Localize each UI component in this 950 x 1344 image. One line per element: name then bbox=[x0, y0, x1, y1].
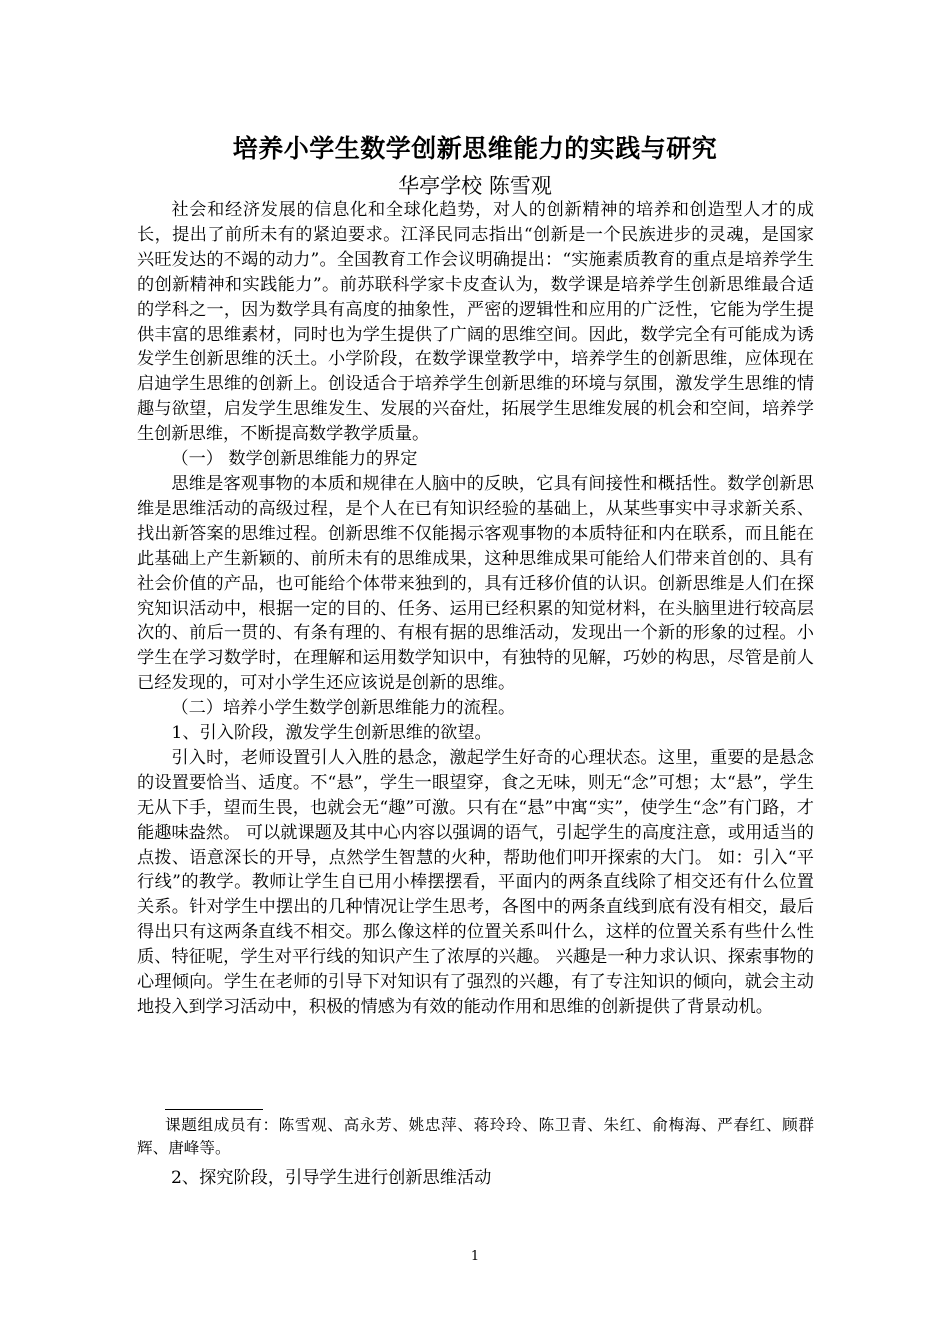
section-heading-2: （二）培养小学生数学创新思维能力的流程。 bbox=[171, 698, 516, 719]
definition-paragraph: 思维是客观事物的本质和规律在人脑中的反映，它具有间接性和概括性。数学创新思维是思维活动的高级过程，是个人在已有知识经验的基础上，从某些事实中寻求新关系、找出新答案的思维过程。创新思维不仅能揭示客观事物的本质特征和内在联系，而且能在此基础上产生新颖的、前所未有的思维成果，这种思维成果可能给人们带来首创的、具有社会价值的产品，也可能给个体带来独到的，具有迁移价值的认识。创新思维是人们在探究知识活动中，根据一定的目的、任务、运用已经积累的知觉材料，在头脑里进行较高层次的、前后一贯的、有条有理的、有根有据的思维活动，发现出一个新的形象的过程。小学生在学习数学时，在理解和运用数学知识中，有独特的见解，巧妙的构思，尽管是前人已经发现的，可对小学生还应该说是创新的思维。 bbox=[137, 473, 814, 694]
subsection-heading-2: 2、探究阶段，引导学生进行创新思维活动 bbox=[171, 1168, 492, 1188]
introduction-stage-paragraph: 引入时，老师设置引人入胜的悬念，激起学生好奇的心理状态。这里，重要的是悬念的设置要恰当、适度。不“悬”，学生一眼望穿，食之无味，则无“念”可想；太“悬”，学生无从下手，望而生畏，也就会无“趣”可激。只有在“悬”中寓“实”，使学生“念”有门路，才能趣味盎然。 可以就课题及其中心内容以强调的语气，引起学生的高度注意，或用适当的点拨、语意深长的开导，点然学生智慧的火种，帮助他们叩开探索的大门。 如：引入“平行线”的教学。教师让学生自已用小棒摆摆看，平面内的两条直线除了相交还有什么位置关系。针对学生中摆出的几种情况让学生思考，各图中的两条直线到底有没有相交，最后得出只有这两条直线不相交。那么像这样的位置关系叫什么，这样的位置关系有些什么性质、特征呢，学生对平行线的知识产生了浓厚的兴趣。 兴趣是一种力求认识、探索事物的心理倾向。学生在老师的引导下对知识有了强烈的兴趣，有了专注知识的倾向，就会主动地投入到学习活动中，积极的情感为有效的能动作用和思维的创新提供了背景动机。 bbox=[137, 747, 814, 1017]
author-line: 华亭学校 陈雪观 bbox=[398, 174, 552, 198]
intro-paragraph: 社会和经济发展的信息化和全球化趋势，对人的创新精神的培养和创造型人才的成长，提出了前所未有的紧迫要求。江泽民同志指出“创新是一个民族进步的灵魂，是国家兴旺发达的不竭的动力”。全国教育工作会议明确提出：“实施素质教育的重点是培养学生的创新精神和实践能力”。前苏联科学家卡皮查认为，数学课是培养学生创新思维最合适的学科之一，因为数学具有高度的抽象性，严密的逻辑性和应用的广泛性，它能为学生提供丰富的思维素材，同时也为学生提供了广阔的思维空间。因此，数学完全有可能成为诱发学生创新思维的沃土。小学阶段，在数学课堂教学中，培养学生的创新思维，应体现在启迪学生思维的创新上。创设适合于培养学生创新思维的环境与氛围，激发学生思维的情趣与欲望，启发学生思维发生、发展的兴奋灶，拓展学生思维发展的机会和空间，培养学生创新思维，不断提高数学教学质量。 bbox=[137, 200, 814, 445]
footnote-separator bbox=[165, 1109, 263, 1110]
footnote bbox=[137, 1114, 814, 1159]
continued-text bbox=[137, 1166, 814, 1191]
footnote-text: 课题组成员有：陈雪观、高永芳、姚忠萍、蒋玲玲、陈卫青、朱红、俞梅海、严春红、顾群辉、唐峰等。 bbox=[137, 1116, 814, 1157]
page-number: 1 bbox=[470, 1249, 480, 1264]
subsection-heading-1: 1、引入阶段，激发学生创新思维的欲望。 bbox=[171, 723, 492, 744]
document-body bbox=[137, 198, 814, 1020]
section-heading-1: （一） 数学创新思维能力的界定 bbox=[171, 449, 418, 470]
document-title: 培养小学生数学创新思维能力的实践与研究 bbox=[232, 134, 718, 163]
